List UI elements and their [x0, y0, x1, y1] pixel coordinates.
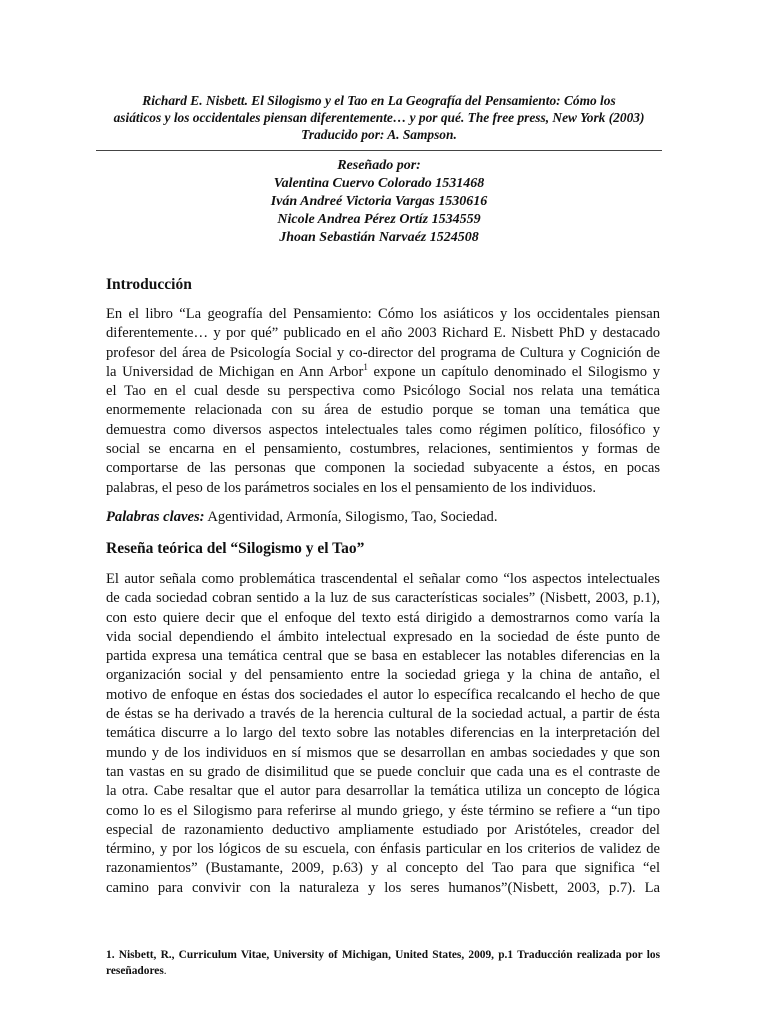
text-line: diferentemente… y por qué” publicado en el año 2003 Richard E. Nisbett PhD y destacado: [106, 325, 660, 342]
header-divider: [96, 150, 662, 151]
footnote-text: 1. Nisbett, R., Curriculum Vitae, University of Michigan, United States, 2009, p.1 Traducción realizada por los reseñadores: [106, 949, 660, 977]
text-line: profesor del área de Psicología Social y co-director del programa de Cultura y Cognición de: [106, 344, 660, 361]
reviewers-block: [96, 157, 662, 247]
text-line: enormemente relacionada con su área de estudio porque se toman una temática que: [106, 402, 660, 419]
text-segment: expone un capítulo denominado el Silogismo y: [367, 363, 660, 380]
text-line: de éstas se ha derivado a través de la herencia cultural de la sociedad actual, a partir de ésta: [106, 706, 660, 723]
text-segment: la Universidad de Michigan en Ann Arbor: [106, 363, 364, 380]
text-line: demuestra como diversos aspectos intelectuales tales como régimen político, filosófico y: [106, 421, 660, 438]
text-line: En el libro “La geografía del Pensamiento: Cómo los asiáticos y los occidentales piensan: [106, 306, 660, 322]
text-line: palabras, el peso de los parámetros sociales en los el pensamiento de los individuos.: [106, 479, 596, 496]
text-line: como lo es el Silogismo para referirse al mundo griego, y éste término se refiere a “un tipo: [106, 802, 660, 819]
footnote: [106, 947, 660, 979]
text-line: el Tao en el cual desde su perspectiva como Psicólogo Social nos relata una temática: [106, 383, 660, 400]
footnote-tail: .: [163, 965, 167, 977]
text-line: camino para convivir con la naturaleza y los seres humanos”(Nisbett, 2003, p.7). La: [106, 879, 660, 896]
review-heading: Reseña teórica del “Silogismo y el Tao”: [106, 540, 365, 557]
text-line: tan vastas en su grado de disimilitud que se puede concluir que cada una es el contraste de: [106, 763, 660, 780]
reviewer-name: Valentina Cuervo Colorado 1531468: [273, 176, 485, 191]
text-line: término, y por los lógicos de su escuela, con énfasis particular en los criterios de validez de: [106, 841, 660, 858]
reviewer-name: Iván Andreé Victoria Vargas 1530616: [270, 194, 488, 209]
text-line: mundo y de los individuos en sí mismos que se desarrollan en ambas sociedades y que son: [106, 744, 660, 761]
keywords-line: [106, 508, 660, 527]
reviewer-name: Jhoan Sebastián Narvaéz 1524508: [279, 230, 479, 245]
text-line: social se encarna en el pensamiento, costumbres, relaciones, sentimientos y formas de: [106, 441, 660, 458]
citation-line: Richard E. Nisbett. El Silogismo y el Tao en La Geografía del Pensamiento: Cómo los: [142, 93, 616, 108]
keywords-label: Palabras claves:: [106, 509, 205, 525]
text-line: [106, 363, 660, 382]
intro-paragraph: [106, 305, 660, 498]
text-line: temática discurre a lo largo del texto sobre las notables diferencias en la interpretación del: [106, 725, 660, 742]
footnote-marker: 1: [363, 362, 368, 373]
text-line: partida expresa una temática central que se basa en establecer las notables diferencias en la: [106, 648, 660, 665]
text-line: la otra. Cabe resaltar que el autor para desarrollar la temática utiliza un concepto de lógica: [106, 783, 660, 800]
text-line: organización social y del pensamiento entre la sociedad griega y la china de antaño, el: [106, 667, 660, 684]
intro-heading: Introducción: [106, 276, 192, 293]
text-line: con esto quiere decir que el enfoque del texto está dirigido a demostrarnos como varía la: [106, 609, 660, 626]
text-line: El autor señala como problemática trascendental el señalar como “los aspectos intelectuales: [106, 571, 660, 587]
citation-header: [96, 92, 662, 143]
text-line: de cada sociedad cobran sentido a la luz de sus características sociales” (Nisbett, 2003, p.1),: [106, 590, 660, 607]
citation-line: Traducido por: A. Sampson.: [301, 127, 457, 142]
text-line: comportarse de las personas que componen la sociedad subyacente a éstos, en pocas: [106, 460, 660, 477]
text-line: vida social dependiendo el ámbito intelectual expresado en la sociedad de éste punto de: [106, 628, 660, 645]
text-line: motivo de enfoque en éstas dos sociedades el autor lo específica recalcando el hecho de que: [106, 686, 660, 703]
reviewer-name: Nicole Andrea Pérez Ortíz 1534559: [277, 212, 481, 227]
text-line: especial de razonamiento deductivo ampliamente estudiado por Aristóteles, creador del: [106, 821, 660, 838]
review-paragraph: [106, 570, 660, 898]
citation-line: asiáticos y los occidentales piensan diferentemente… y por qué. The free press, New York (2003): [113, 110, 645, 125]
text-line: razonamientos” (Bustamante, 2009, p.63) y al concepto del Tao para que significa “el: [106, 860, 660, 877]
reviewers-label: Reseñado por:: [337, 158, 421, 173]
keywords-value: Agentividad, Armonía, Silogismo, Tao, Sociedad.: [204, 509, 498, 525]
